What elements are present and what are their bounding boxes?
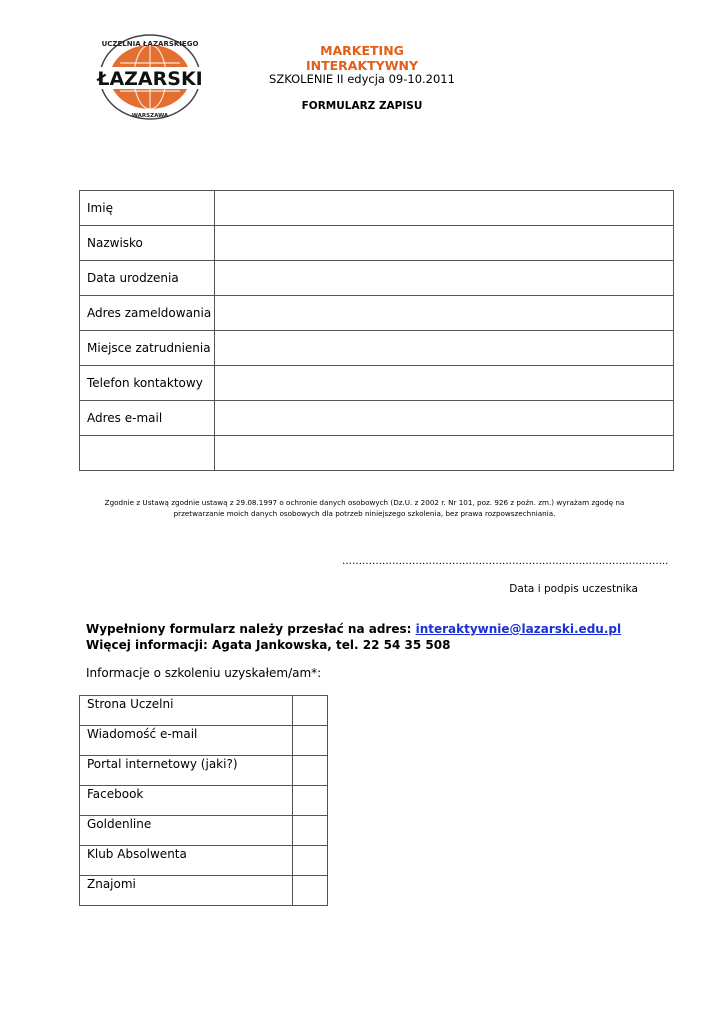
signature-label: Data i podpis uczestnika <box>509 583 638 595</box>
form-row-label: Telefon kontaktowy <box>80 366 215 401</box>
form-row-label: Adres e-mail <box>80 401 215 436</box>
source-checkbox[interactable] <box>293 876 328 906</box>
form-row-input[interactable] <box>215 261 674 296</box>
form-row-label <box>80 436 215 471</box>
contact-info: Więcej informacji: Agata Jankowska, tel. 22 54 35 508 <box>86 638 451 652</box>
form-row-label: Imię <box>80 191 215 226</box>
source-row <box>80 786 328 816</box>
source-row <box>80 756 328 786</box>
logo-bottom-text: WARSZAWA <box>131 113 169 119</box>
form-row <box>80 296 674 331</box>
source-row <box>80 846 328 876</box>
submission-text: Wypełniony formularz należy przesłać na adres: <box>86 622 416 636</box>
form-row <box>80 226 674 261</box>
source-label: Portal internetowy (jaki?) <box>80 756 293 786</box>
course-title: MARKETING INTERAKTYWNY <box>305 43 419 73</box>
consent-text: Zgodnie z Ustawą zgodnie ustawą z 29.08.1997 o ochronie danych osobowych (Dz.U. z 2002 r. Nr 101, poz. 926 z poźn. zm.) wyrażam zgodę na przetwarzanie moich danych osobowych dla potrzeb niniejszego szkolenia, bez prawa rozpowszechniania. <box>104 498 625 518</box>
logo-main-text: ŁAZARSKI <box>97 68 203 90</box>
source-checkbox[interactable] <box>293 786 328 816</box>
form-row <box>80 261 674 296</box>
form-title: FORMULARZ ZAPISU <box>301 100 423 112</box>
form-row-input[interactable] <box>215 366 674 401</box>
source-row <box>80 876 328 906</box>
course-subtitle: SZKOLENIE II edycja 09-10.2011 <box>269 72 455 86</box>
source-label: Facebook <box>80 786 293 816</box>
form-row-label: Adres zameldowania <box>80 296 215 331</box>
form-row <box>80 366 674 401</box>
form-row-input[interactable] <box>215 436 674 471</box>
source-row <box>80 726 328 756</box>
form-row-input[interactable] <box>215 401 674 436</box>
source-question: Informacje o szkoleniu uzyskałem/am*: <box>86 666 322 680</box>
email-link[interactable]: interaktywnie@lazarski.edu.pl <box>415 622 622 636</box>
source-label: Goldenline <box>80 816 293 846</box>
submission-info <box>86 621 621 653</box>
source-label: Znajomi <box>80 876 293 906</box>
form-row-input[interactable] <box>215 331 674 366</box>
form-row <box>80 436 674 471</box>
form-row <box>80 401 674 436</box>
source-checkbox[interactable] <box>293 816 328 846</box>
form-row <box>80 191 674 226</box>
source-label: Wiadomość e-mail <box>80 726 293 756</box>
form-row-input[interactable] <box>215 296 674 331</box>
form-row-input[interactable] <box>215 191 674 226</box>
university-logo <box>96 33 204 123</box>
source-label: Strona Uczelni <box>80 696 293 726</box>
source-checkbox[interactable] <box>293 726 328 756</box>
form-row-input[interactable] <box>215 226 674 261</box>
source-row <box>80 816 328 846</box>
source-checkbox[interactable] <box>293 756 328 786</box>
source-label: Klub Absolwenta <box>80 846 293 876</box>
source-checkbox[interactable] <box>293 696 328 726</box>
source-table <box>79 695 328 906</box>
form-row-label: Nazwisko <box>80 226 215 261</box>
signature-line: …………………………………………………………………………………….. <box>342 556 669 567</box>
form-row <box>80 331 674 366</box>
registration-table <box>79 190 674 471</box>
form-row-label: Miejsce zatrudnienia <box>80 331 215 366</box>
source-row <box>80 696 328 726</box>
form-row-label: Data urodzenia <box>80 261 215 296</box>
logo-top-text: UCZELNIA ŁAZARSKIEGO <box>101 40 199 48</box>
source-checkbox[interactable] <box>293 846 328 876</box>
